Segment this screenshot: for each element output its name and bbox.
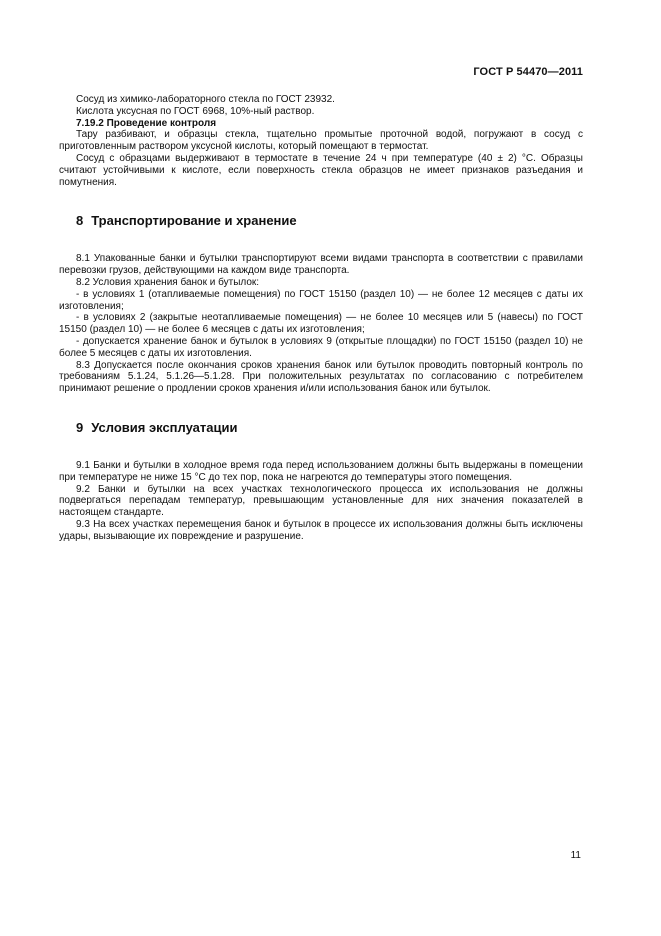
standard-header: ГОСТ Р 54470—2011: [473, 66, 583, 78]
section-9-number: 9: [76, 419, 84, 435]
section-8-number: 8: [76, 213, 84, 229]
subsection-title: 7.19.2 Проведение контроля: [76, 117, 217, 129]
section-9-paragraph: 9.1 Банки и бутылки в холодное время года перед использованием должны быть выдержаны в помещении при температуре не ниже 15 °С до тех пор, пока не нагреются до температуры этого помещения.: [59, 459, 583, 483]
subsection-paragraph: Тару разбивают, и образцы стекла, тщательно промытые проточной водой, погружают в сосуд с приготовленным раствором уксусной кислоты, который помещают в термостат.: [59, 129, 583, 153]
section-9-paragraph: 9.2 Банки и бутылки на всех участках технологического процесса их использования не должны подвергаться перепадам температур, превышающим установленные для них значения показателей в настоящем стандарте.: [59, 483, 583, 519]
page-number: 11: [570, 850, 581, 861]
section-8-paragraph: 8.3 Допускается после окончания сроков хранения банок или бутылок проводить повторный контроль по требованиям 5.1.24, 5.1.26—5.1.28. При положительных результатах по согласованию с потребителем принимают решение о продлении сроков хранения и/или использования банок или бутылок.: [59, 359, 583, 395]
intro-paragraph: Сосуд из химико-лабораторного стекла по ГОСТ 23932.: [76, 94, 335, 105]
section-8-list-item: - в условиях 2 (закрытые неотапливаемые помещения) — не более 10 месяцев или 5 (навесы) по ГОСТ 15150 (раздел 10) — не более 6 месяцев с даты их изготовления;: [59, 312, 583, 336]
section-8-list-item: - допускается хранение банок и бутылок в условиях 9 (открытые площадки) по ГОСТ 15150 (раздел 10) не более 5 месяцев с даты их изготовления.: [59, 335, 583, 359]
section-9-paragraph: 9.3 На всех участках перемещения банок и бутылок в процессе их использования должны быть исключены удары, вызывающие их повреждение и разрушение.: [59, 518, 583, 542]
document-body: [59, 94, 583, 543]
section-8-paragraph: 8.1 Упакованные банки и бутылки транспортируют всеми видами транспорта в соответствии с правилами перевозки грузов, действующими на каждом виде транспорта.: [59, 253, 583, 277]
section-8-list-item: - в условиях 1 (отапливаемые помещения) по ГОСТ 15150 (раздел 10) — не более 12 месяцев с даты их изготовления;: [59, 288, 583, 312]
section-8-heading: [59, 213, 583, 229]
section-8-paragraph: 8.2 Условия хранения банок и бутылок:: [76, 276, 260, 288]
section-9-title: Условия эксплуатации: [91, 419, 238, 435]
section-8-title: Транспортирование и хранение: [91, 213, 297, 229]
section-9-heading: [59, 420, 583, 436]
intro-paragraph: Кислота уксусная по ГОСТ 6968, 10%-ный раствор.: [76, 105, 315, 117]
subsection-paragraph: Сосуд с образцами выдерживают в термостате в течение 24 ч при температуре (40 ± 2) °С. Образцы считают устойчивыми к кислоте, если поверхность стекла образцов не имеет признаков разъедания и помутнения.: [59, 152, 583, 188]
